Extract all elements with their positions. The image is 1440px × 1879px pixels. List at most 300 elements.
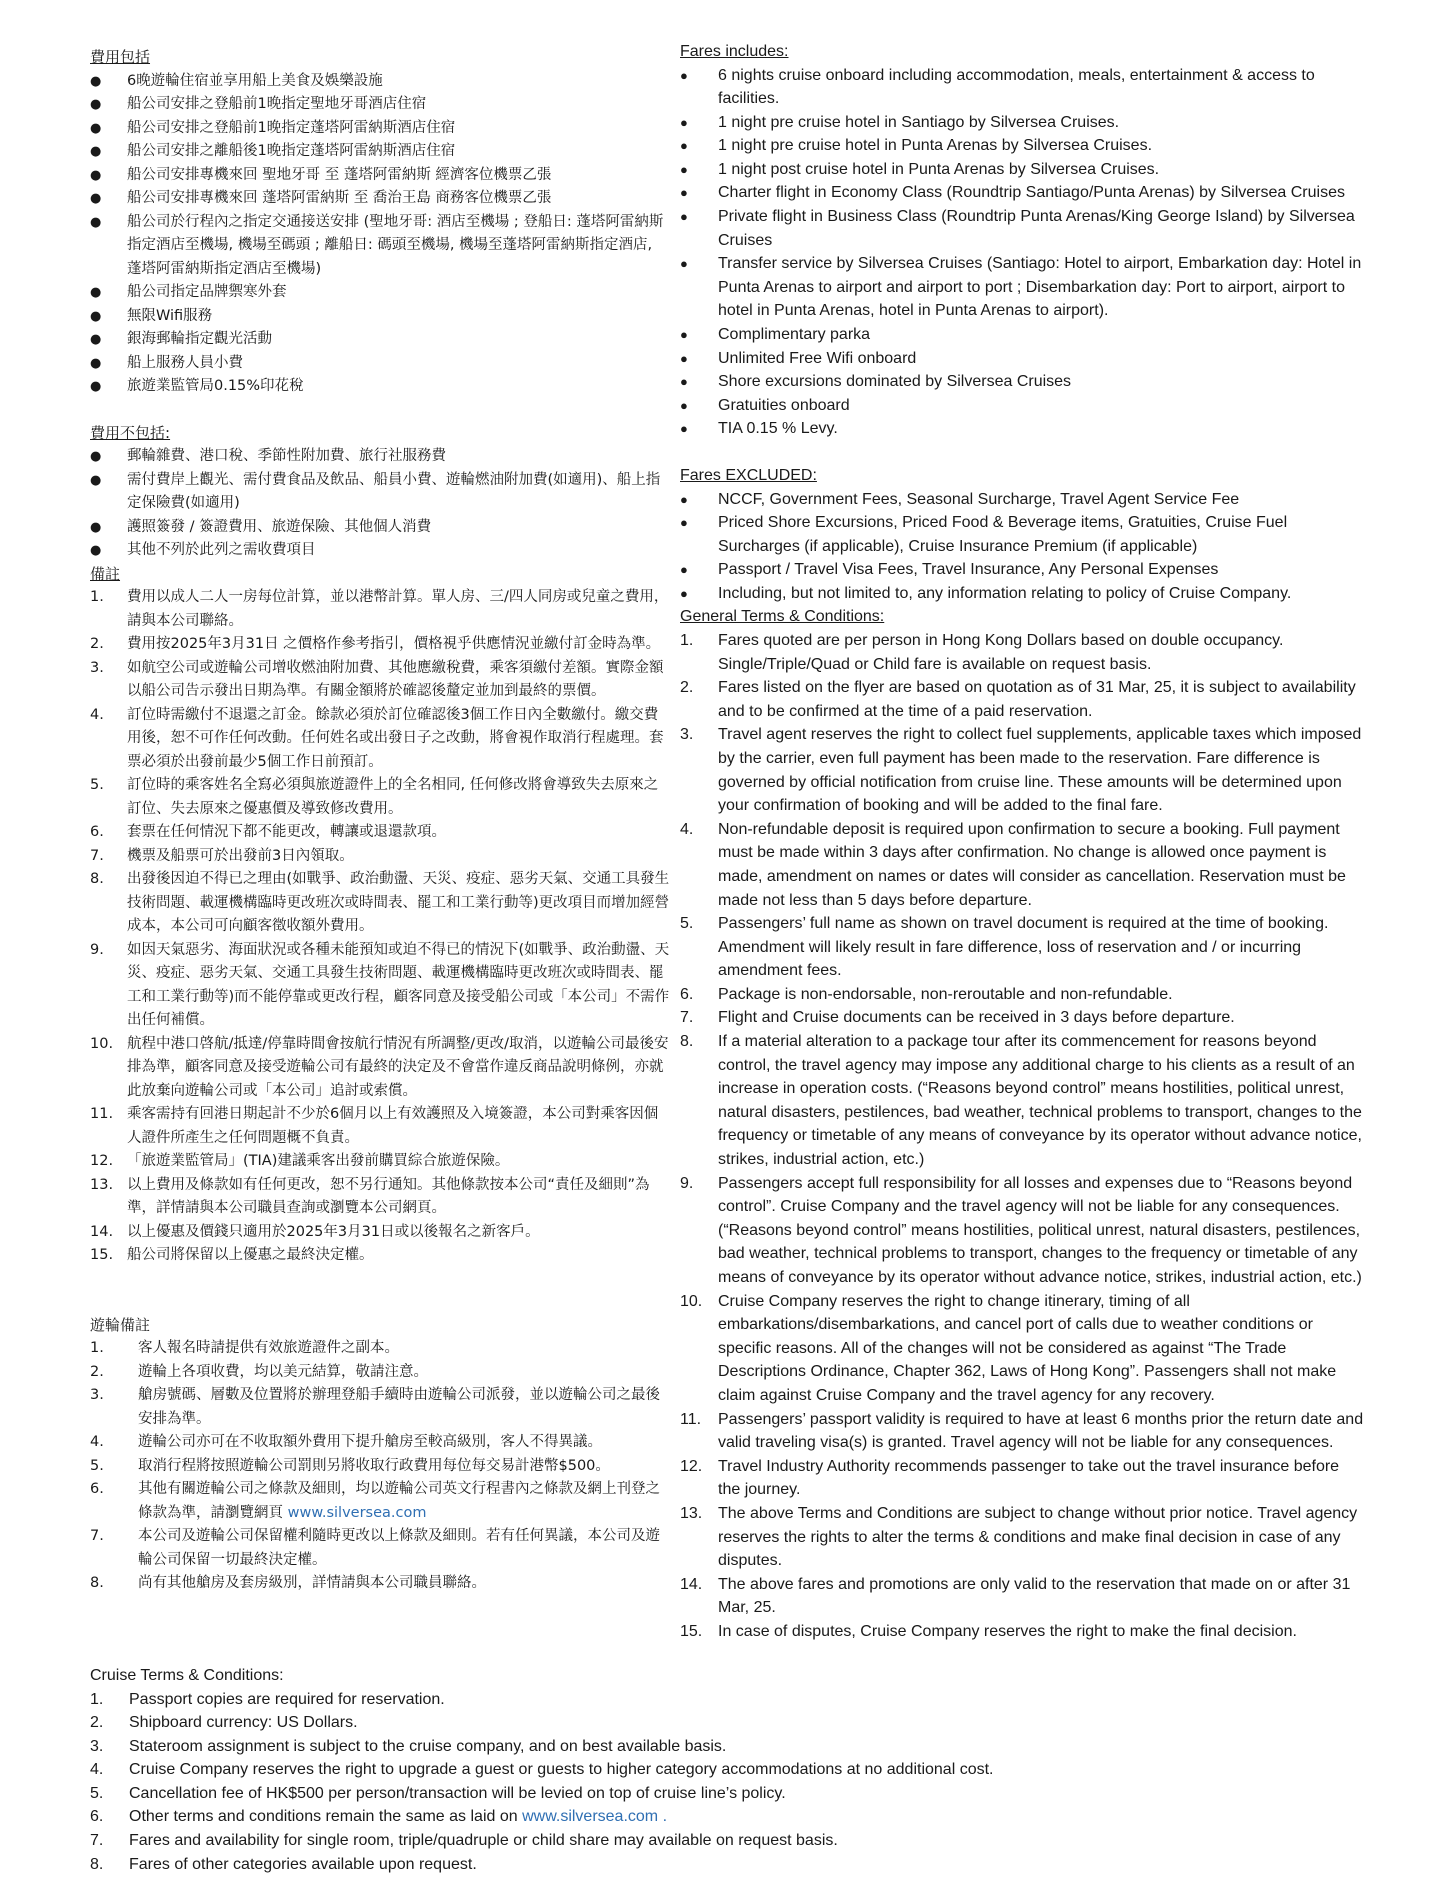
cruise-terms-title: Cruise Terms & Conditions: [90, 1667, 284, 1684]
item-text [129, 1735, 1190, 1759]
item-text-content: 尚有其他艙房及套房級別，詳情請與本公司職員聯絡。 [138, 1575, 486, 1591]
item-text-content: Priced Shore Excursions, Priced Food & Beverage items, Gratuities, Cruise Fuel Surcharges (if applicable), Cruise Insurance Premium (if applicable) [718, 514, 1288, 555]
cruise-notes-list-zh [90, 1337, 670, 1596]
item-text-content: 船公司安排專機來回 聖地牙哥 至 蓬塔阿雷納斯 經濟客位機票乙張 [127, 166, 552, 183]
numbered-item [90, 1758, 1190, 1782]
item-text [718, 912, 1365, 983]
item-text-content: Passengers’ passport validity is required to have at least 6 months prior the return date and valid traveling visa(s) is granted. Travel agency will not be liable for any consequences. [718, 1410, 1364, 1452]
item-text-content: 本公司及遊輪公司保留權利隨時更改以上條款及細則。若有任何異議，本公司及遊輪公司保留一切最終決定權。 [138, 1528, 660, 1568]
bullet-icon: ● [680, 585, 688, 601]
bullet-icon: ● [680, 209, 688, 225]
item-text-content: 需付費岸上觀光、需付費食品及飲品、船員小費、遊輪燃油附加費(如適用)、船上指定保險費(如適用) [127, 471, 661, 511]
item-text-content: Non-refundable deposit is required upon confirmation to secure a booking. Full payment must be made within 3 days after confirmation. No change is allowed once payment is made, amendment on names or dates will consider as cancellation. Reservation must be made not less than 5 days before departure. [718, 820, 1346, 909]
item-text-content: Including, but not limited to, any information relating to policy of Cruise Company. [718, 584, 1292, 602]
bullet-icon: ● [680, 114, 688, 130]
item-text [129, 1853, 1190, 1877]
bullet-item [90, 469, 670, 516]
item-text-content: The above fares and promotions are only valid to the reservation that made on or after 31 Mar, 25. [718, 1575, 1351, 1617]
item-text-content: Fares listed on the flyer are based on quotation as of 31 Mar, 25, it is subject to availability and to be confirmed at the time of a paid reservation. [718, 679, 1356, 720]
numbered-item [90, 1829, 1190, 1853]
item-text [718, 111, 1365, 135]
item-text-content: Cruise Company reserves the right to upgrade a guest or guests to higher category accommodations at no additional cost. [129, 1761, 994, 1779]
item-text [127, 1244, 670, 1268]
item-number: 6. [90, 1808, 104, 1826]
item-text-content: 訂位時的乘客姓名全寫必須與旅遊證件上的全名相同, 任何修改將會導致失去原來之訂位、失去原來之優惠價及導致修改費用。 [127, 777, 659, 817]
item-text-content: Charter flight in Economy Class (Roundtrip Santiago/Punta Arenas) by Silversea Cruises [718, 184, 1345, 202]
numbered-item [90, 704, 670, 775]
item-number: 4. [90, 1761, 104, 1779]
numbered-item [680, 1030, 1365, 1172]
numbered-item [90, 1384, 670, 1431]
item-text [127, 657, 670, 704]
bullet-icon: ● [680, 350, 688, 366]
bullet-item [680, 323, 1365, 347]
bullet-item [90, 70, 670, 94]
numbered-item [90, 1805, 1190, 1829]
bullet-item [90, 281, 670, 305]
item-text-content: 如航空公司或遊輪公司增收燃油附加費、其他應繳稅費，乘客須繳付差額。實際金額以船公司告示發出日期為準。有關金額將於確認後釐定並加到最終的票價。 [127, 659, 664, 699]
bullet-item [680, 205, 1365, 252]
item-text [127, 539, 670, 563]
item-text-content: 6晚遊輪住宿並享用船上美食及娛樂設施 [127, 72, 383, 89]
numbered-item [90, 1478, 670, 1525]
item-text-content: Flight and Cruise documents can be received in 3 days before departure. [718, 1009, 1235, 1027]
item-text-content: 費用以成人二人一房每位計算，並以港幣計算。單人房、三/四人同房或兒童之費用，請與本公司聯絡。 [127, 589, 669, 629]
item-text-content: Shipboard currency: US Dollars. [129, 1714, 358, 1732]
numbered-item [680, 1006, 1365, 1030]
item-text [127, 868, 670, 939]
item-number: 7. [90, 1832, 104, 1850]
item-text-content: Passport copies are required for reservation. [129, 1690, 445, 1708]
numbered-item [90, 657, 670, 704]
item-text-content: 船公司安排之離船後1晚指定蓬塔阿雷納斯酒店住宿 [127, 143, 456, 159]
item-text [718, 1502, 1365, 1573]
bullet-item [90, 445, 670, 469]
item-text [127, 70, 670, 94]
item-text [718, 370, 1365, 394]
bullet-icon: ● [90, 543, 102, 558]
item-text [127, 633, 670, 657]
item-number: 15. [90, 1247, 114, 1263]
item-text [718, 1455, 1365, 1502]
link-suffix: . [662, 1808, 668, 1826]
numbered-item [90, 1337, 670, 1361]
item-text-content: 機票及船票可於出發前3日內領取。 [127, 847, 354, 864]
item-text [718, 582, 1365, 606]
bullet-item [680, 64, 1365, 111]
numbered-item [680, 1455, 1365, 1502]
bullet-item [90, 187, 670, 211]
item-text-content: Private flight in Business Class (Roundtrip Punta Arenas/King George Island) by Silversea Cruises [718, 208, 1355, 249]
item-text-content: 船公司安排之登船前1晚指定聖地牙哥酒店住宿 [127, 96, 427, 112]
item-text [127, 328, 670, 352]
item-text [127, 1174, 670, 1221]
item-number: 12. [680, 1457, 703, 1475]
item-text-content: Passport / Travel Visa Fees, Travel Insurance, Any Personal Expenses [718, 561, 1219, 579]
item-text [718, 252, 1365, 323]
numbered-item [680, 983, 1365, 1007]
item-text [138, 1384, 670, 1431]
item-number: 3. [90, 659, 104, 676]
excludes-title-zh: 費用不包括: [90, 423, 171, 442]
bullet-item [680, 394, 1365, 418]
bullet-icon: ● [90, 449, 102, 464]
item-text [718, 347, 1365, 371]
bullet-icon: ● [680, 327, 688, 343]
item-text-content: 套票在任何情況下都不能更改，轉讓或退還款項。 [127, 824, 446, 840]
notes-list-zh [90, 586, 670, 1268]
numbered-item [90, 1361, 670, 1385]
chinese-terms-column [90, 46, 670, 1596]
includes-list-en [680, 64, 1365, 442]
item-text-content: 6 nights cruise onboard including accommodation, meals, entertainment & access to facilities. [718, 66, 1315, 108]
item-text [138, 1572, 670, 1596]
includes-title-en: Fares includes: [680, 43, 789, 60]
item-text [127, 445, 670, 469]
item-text [138, 1478, 670, 1525]
item-text-content: 「旅遊業監管局」(TIA)建議乘客出發前購買綜合旅遊保險。 [127, 1153, 510, 1169]
bullet-icon: ● [680, 397, 688, 413]
item-text-content: Fares of other categories available upon request. [129, 1855, 477, 1873]
item-text-content: 艙房號碼、層數及位置將於辦理登船手續時由遊輪公司派發，並以遊輪公司之最後安排為準。 [138, 1387, 660, 1427]
item-text-content: 其他有關遊輪公司之條款及細則，均以遊輪公司英文行程書內之條款及網上刊登之條款為準，請瀏覽網頁 [138, 1481, 660, 1521]
item-text-content: 1 night pre cruise hotel in Santiago by Silversea Cruises. [718, 113, 1120, 131]
item-text [127, 117, 670, 141]
item-text [127, 93, 670, 117]
numbered-item [680, 1408, 1365, 1455]
bullet-icon: ● [90, 167, 102, 183]
item-text [718, 511, 1365, 558]
bullet-item [680, 134, 1365, 158]
numbered-item [680, 676, 1365, 723]
item-number: 4. [90, 706, 104, 723]
item-text-content: 船公司將保留以上優惠之最終決定權。 [127, 1247, 374, 1263]
bullet-icon: ● [680, 562, 688, 578]
item-number: 5. [90, 1784, 104, 1802]
item-text-content: 如因天氣惡劣、海面狀況或各種未能預知或迫不得已的情況下(如戰爭、政治動盪、天災、疫症、惡劣天氣、交通工具發生技術問題、載運機構臨時更改班次或時間表、罷工和工業行動等)而不能停靠或更改行程，顧客同意及接受船公司或「本公司」不需作出任何補償。 [127, 941, 670, 1028]
item-text-content: Fares quoted are per person in Hong Kong Dollars based on double occupancy. Single/Triple/Quad or Child fare is available on request basis. [718, 631, 1284, 673]
item-text-content: The above Terms and Conditions are subject to change without prior notice. Travel agency reserves the rights to alter the terms & conditions and make final decision in case of any disputes. [718, 1504, 1358, 1570]
item-text-content: Complimentary parka [718, 326, 871, 344]
item-text [127, 1221, 670, 1245]
item-number: 13. [90, 1176, 114, 1193]
excludes-list-zh [90, 445, 670, 563]
item-text-content: Cruise Company reserves the right to change itinerary, timing of all embarkations/disembarkations, and cancel port of calls due to weather conditions or specific reasons. All of the changes will not be considered as against “The Trade Descriptions Ordinance, Chapter 362, Laws of Hong Kong”. Passengers shall not make claim against Cruise Company and the travel agency for any recovery. [718, 1292, 1337, 1404]
item-text-content: 郵輪雜費、港口稅、季節性附加費、旅行社服務費 [127, 448, 446, 464]
item-text-content: 訂位時需繳付不退還之訂金。餘款必須於訂位確認後3個工作日內全數繳付。繳交費用後，恕不可作任何改動。任何姓名或出發日子之改動，將會視作取消行程處理。套票必須於出發前最少5個工作日前預訂。 [127, 706, 664, 770]
item-text [718, 323, 1365, 347]
excludes-list-en [680, 488, 1365, 606]
item-text-content: 船公司指定品牌禦寒外套 [127, 284, 287, 300]
item-text [718, 1172, 1365, 1290]
item-text-content: Unlimited Free Wifi onboard [718, 349, 917, 367]
item-number: 11. [680, 1410, 702, 1428]
bullet-icon: ● [680, 491, 688, 507]
item-number: 7. [90, 847, 104, 864]
bullet-icon: ● [680, 256, 688, 272]
item-text [718, 394, 1365, 418]
item-number: 8. [90, 1855, 104, 1873]
item-text [718, 134, 1365, 158]
item-text [127, 352, 670, 376]
numbered-item [90, 1174, 670, 1221]
item-text [129, 1805, 1190, 1829]
numbered-item [90, 586, 670, 633]
item-text-content: 船公司安排專機來回 蓬塔阿雷納斯 至 喬治王島 商務客位機票乙張 [127, 190, 552, 206]
item-text [718, 1408, 1365, 1455]
numbered-item [90, 821, 670, 845]
item-number: 6. [90, 824, 104, 840]
item-text [718, 558, 1365, 582]
item-text [718, 1620, 1365, 1644]
numbered-item [90, 1244, 670, 1268]
bullet-icon: ● [680, 67, 688, 83]
bullet-icon: ● [90, 355, 102, 371]
bullet-item [90, 539, 670, 563]
item-number: 2. [90, 636, 104, 652]
numbered-item [90, 774, 670, 821]
item-text-content: Fares and availability for single room, triple/quadruple or child share may available on request basis. [129, 1832, 838, 1850]
item-number: 11. [90, 1106, 114, 1122]
item-number: 12. [90, 1153, 114, 1169]
silversea-website-link[interactable]: www.silversea.com [287, 1504, 427, 1521]
terms-list-en [680, 629, 1365, 1644]
item-text [127, 1033, 670, 1104]
item-text [718, 818, 1365, 912]
bullet-item [90, 211, 670, 282]
cruise-terms-list [90, 1688, 1190, 1877]
cruise-terms-section [90, 1664, 1190, 1876]
numbered-item [680, 1290, 1365, 1408]
item-text-content: Cancellation fee of HK$500 per person/transaction will be levied on top of cruise line’s policy. [129, 1784, 786, 1802]
item-text [127, 821, 670, 845]
item-number: 10. [680, 1292, 703, 1310]
item-number: 4. [680, 820, 694, 838]
item-text [138, 1525, 670, 1572]
numbered-item [90, 1711, 1190, 1735]
item-number: 3. [680, 726, 694, 744]
item-text-content: 船公司於行程內之指定交通接送安排 (聖地牙哥: 酒店至機場 ; 登船日: 蓬塔阿雷納斯指定酒店至機場, 機場至碼頭 ; 離船日: 碼頭至機場, 機場至蓬塔阿雷納斯指定酒店, 蓬塔阿雷納斯指定酒店至機場) [127, 213, 664, 277]
item-text [718, 1006, 1365, 1030]
bullet-icon: ● [680, 138, 688, 154]
item-text [127, 516, 670, 540]
item-number: 8. [90, 1575, 104, 1591]
item-text-content: In case of disputes, Cruise Company reserves the right to make the final decision. [718, 1622, 1297, 1640]
item-text [127, 281, 670, 305]
bullet-item [680, 370, 1365, 394]
numbered-item [680, 912, 1365, 983]
numbered-item [90, 1572, 670, 1596]
bullet-item [680, 417, 1365, 441]
bullet-icon: ● [680, 374, 688, 390]
item-text-content: Package is non-endorsable, non-reroutable and non-refundable. [718, 985, 1173, 1003]
includes-list-zh [90, 70, 670, 399]
bullet-item [90, 117, 670, 141]
item-text-content: 取消行程將按照遊輪公司罰則另將收取行政費用每位每交易計港幣$500。 [138, 1457, 610, 1474]
bullet-item [90, 352, 670, 376]
bullet-icon: ● [680, 515, 688, 531]
item-number: 13. [680, 1504, 703, 1522]
item-number: 15. [680, 1622, 703, 1640]
bullet-icon: ● [680, 185, 688, 201]
bullet-item [90, 140, 670, 164]
bullet-item [90, 93, 670, 117]
item-text-content: 1 night post cruise hotel in Punta Arenas by Silversea Cruises. [718, 160, 1160, 178]
bullet-item [680, 158, 1365, 182]
item-text [718, 417, 1365, 441]
item-text [718, 676, 1365, 723]
english-terms-column [680, 40, 1365, 1644]
item-number: 5. [90, 1457, 104, 1474]
item-number: 8. [90, 871, 104, 887]
bullet-icon: ● [90, 97, 102, 112]
item-text [129, 1782, 1190, 1806]
cruise-notes-title-zh: 遊輪備註 [90, 1315, 151, 1334]
item-number: 2. [90, 1714, 104, 1732]
item-text-content: 無限Wifi服務 [127, 307, 213, 324]
item-text-content: NCCF, Government Fees, Seasonal Surcharge, Travel Agent Service Fee [718, 490, 1240, 508]
numbered-item [90, 1688, 1190, 1712]
item-number: 5. [680, 915, 694, 933]
item-text-content: Travel Industry Authority recommends passenger to take out the travel insurance before the journey. [718, 1457, 1340, 1499]
item-number: 4. [90, 1434, 104, 1450]
item-text [138, 1361, 670, 1385]
item-text-content: 1 night pre cruise hotel in Punta Arenas by Silversea Cruises. [718, 137, 1153, 155]
item-text-content: 銀海郵輪指定觀光活動 [127, 331, 272, 347]
item-text [129, 1688, 1190, 1712]
bullet-icon: ● [90, 332, 102, 347]
bullet-icon: ● [90, 144, 102, 159]
numbered-item [680, 1620, 1365, 1644]
item-text-content: Other terms and conditions remain the same as laid on [129, 1808, 518, 1826]
item-text [127, 774, 670, 821]
item-text [127, 305, 670, 329]
item-text-content: 以上優惠及價錢只適用於2025年3月31日或以後報名之新客戶。 [127, 1223, 540, 1240]
item-number: 9. [90, 941, 104, 958]
item-text-content: 以上費用及條款如有任何更改，恕不另行通知。其他條款按本公司“責任及細則”為準，詳情請與本公司職員查詢或瀏覽本公司網頁。 [127, 1176, 650, 1216]
item-text [718, 1030, 1365, 1172]
item-text [138, 1337, 670, 1361]
numbered-item [680, 1573, 1365, 1620]
numbered-item [90, 1782, 1190, 1806]
item-text-content: 費用按2025年3月31日 之價格作參考指引，價格視乎供應情況並繳付訂金時為準。 [127, 636, 661, 652]
numbered-item [90, 1431, 670, 1455]
item-number: 14. [90, 1223, 114, 1240]
item-text [718, 723, 1365, 817]
bullet-item [90, 164, 670, 188]
bullet-icon: ● [90, 519, 102, 535]
item-text-content: Passengers’ full name as shown on travel document is required at the time of booking. Amendment will likely result in fare difference, loss of reservation and / or incurring amendment fees. [718, 915, 1329, 980]
numbered-item [90, 1735, 1190, 1759]
item-text-content: Passengers accept full responsibility for all losses and expenses due to “Reasons beyond control”. Cruise Company and the travel agency will not be liable for any consequences. (“Reasons beyond control” means hostilities, political unrest, natural disasters, pestilences, bad weather, technical problems to transport, changes to the frequency or timetable of any means of conveyance by its operator without advance notice, strikes, industrial action, etc.) [718, 1174, 1362, 1286]
bullet-item [680, 252, 1365, 323]
terms-title-en: General Terms & Conditions: [680, 608, 885, 626]
item-text [718, 205, 1365, 252]
item-text-content: If a material alteration to a package tour after its commencement for reasons beyond control, the travel agency may impose any additional charge to his clients as a result of an increase in operation costs. (“Reasons beyond control” means hostilities, political unrest, natural disasters, pestilences, bad weather, technical problems to transport, changes to the frequency or timetable of any means of conveyance by its operator without advance notice, strikes, industrial action, etc.) [718, 1033, 1362, 1169]
item-text-content: 旅遊業監管局0.15%印花稅 [127, 378, 304, 394]
bullet-item [90, 328, 670, 352]
item-text [718, 488, 1365, 512]
bullet-icon: ● [680, 161, 688, 177]
item-number: 2. [90, 1363, 104, 1380]
item-text [718, 1290, 1365, 1408]
numbered-item [90, 1103, 670, 1150]
item-text [718, 158, 1365, 182]
numbered-item [90, 845, 670, 869]
item-number: 8. [680, 1033, 694, 1051]
item-number: 1. [90, 1340, 104, 1356]
item-number: 1. [90, 1690, 104, 1708]
item-text-content: 出發後因迫不得已之理由(如戰爭、政治動盪、天災、疫症、惡劣天氣、交通工具發生技術問題、載運機構臨時更改班次或時間表、罷工和工業行動等)更改項目而增加經營成本，本公司可向顧客徵收額外費用。 [127, 871, 670, 934]
notes-title-zh: 備註 [90, 564, 121, 583]
item-text [127, 211, 670, 282]
numbered-item [680, 1502, 1365, 1573]
item-text-content: Gratuities onboard [718, 396, 850, 414]
item-text-content: Stateroom assignment is subject to the cruise company, and on best available basis. [129, 1737, 727, 1755]
item-text-content: 乘客需持有回港日期起計不少於6個月以上有效護照及入境簽證，本公司對乘客因個人證件所產生之任何問題概不負責。 [127, 1106, 659, 1146]
numbered-item [90, 1853, 1190, 1877]
item-number: 1. [90, 589, 104, 605]
bullet-item [90, 305, 670, 329]
item-text [127, 704, 670, 775]
item-number: 10. [90, 1035, 114, 1052]
item-text [127, 586, 670, 633]
bullet-item [680, 181, 1365, 205]
item-text-content: 護照簽發 / 簽證費用、旅遊保險、其他個人消費 [127, 518, 432, 535]
bullet-item [680, 111, 1365, 135]
silversea-website-link[interactable]: www.silversea.com [522, 1808, 659, 1826]
numbered-item [680, 818, 1365, 912]
item-number: 14. [680, 1575, 703, 1593]
bullet-icon: ● [90, 120, 102, 136]
numbered-item [680, 629, 1365, 676]
item-text-content: 遊輪上各項收費，均以美元結算，敬請注意。 [138, 1363, 428, 1380]
item-number: 5. [90, 777, 104, 793]
bullet-icon: ● [90, 379, 102, 394]
bullet-icon: ● [90, 191, 102, 206]
numbered-item [90, 633, 670, 657]
bullet-item [680, 558, 1365, 582]
item-text [718, 64, 1365, 111]
item-number: 9. [680, 1174, 694, 1192]
item-text-content: Transfer service by Silversea Cruises (Santiago: Hotel to airport, Embarkation day: Hotel in Punta Arenas to airport and airport to port ; Disembarkation day: Port to airport, airport to hotel in Punta Arenas, hotel in Punta Arenas to airport). [718, 255, 1362, 320]
includes-title-zh: 費用包括 [90, 48, 151, 66]
item-text [127, 469, 670, 516]
bullet-item [90, 516, 670, 540]
item-number: 6. [90, 1481, 104, 1497]
item-text-content: 船上服務人員小費 [127, 354, 243, 371]
bullet-item [680, 488, 1365, 512]
bullet-item [680, 582, 1365, 606]
numbered-item [90, 939, 670, 1033]
item-number: 2. [680, 679, 694, 697]
item-text [127, 845, 670, 869]
item-number: 3. [90, 1387, 104, 1403]
item-text-content: Shore excursions dominated by Silversea Cruises [718, 373, 1072, 391]
bullet-icon: ● [90, 73, 102, 89]
item-text [138, 1431, 670, 1455]
item-text-content: 遊輪公司亦可在不收取額外費用下提升艙房至較高級別，客人不得異議。 [138, 1434, 602, 1450]
bullet-icon: ● [90, 285, 102, 300]
item-text [127, 187, 670, 211]
item-text [127, 164, 670, 188]
item-text [129, 1711, 1190, 1735]
bullet-item [680, 511, 1365, 558]
numbered-item [90, 1221, 670, 1245]
numbered-item [90, 1525, 670, 1572]
item-text [127, 939, 670, 1033]
item-text [718, 1573, 1365, 1620]
